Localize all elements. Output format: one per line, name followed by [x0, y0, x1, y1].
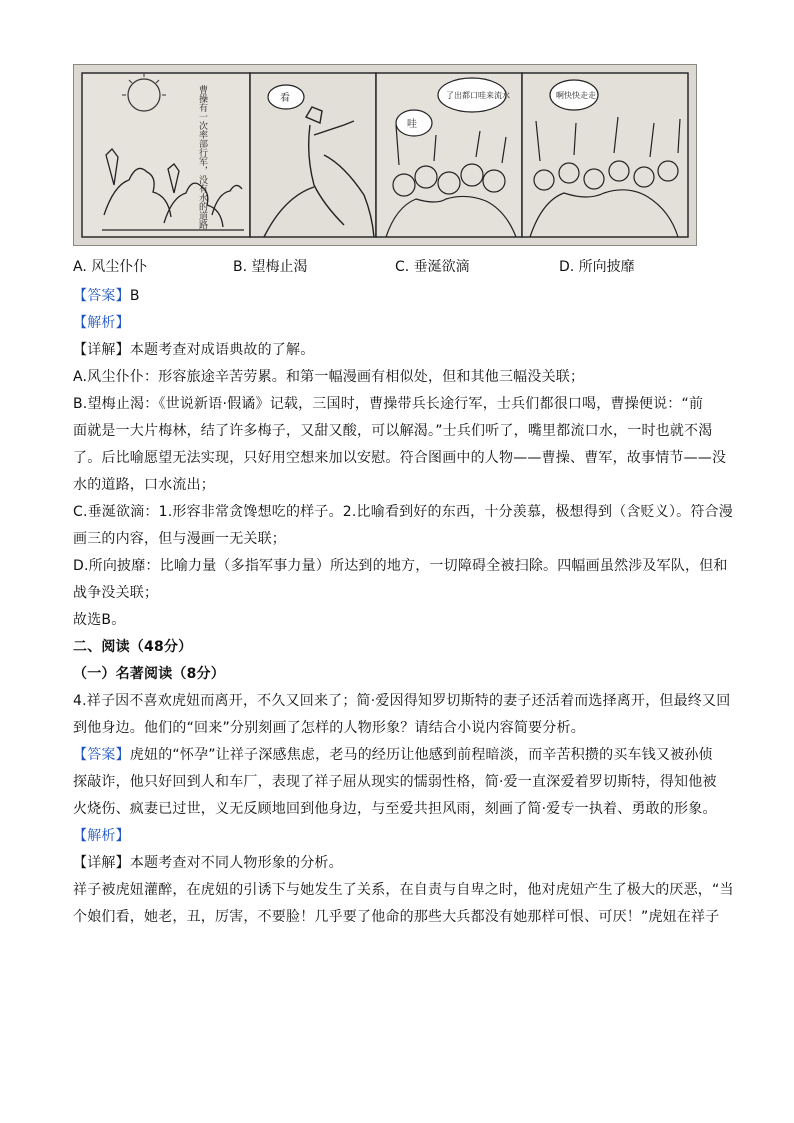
option-d-explanation-line: 战争没关联； — [73, 585, 159, 601]
option-a-explanation: A.风尘仆仆：形容旅途辛苦劳累。和第一幅漫画有相似处，但和其他三幅没关联； — [73, 369, 585, 385]
answer-line — [73, 283, 723, 310]
section-title: 二、阅读（48分） — [73, 639, 193, 655]
q4-analysis-tag: 【解析】 — [73, 828, 130, 844]
option-b-explanation-line: B.望梅止渴：《世说新语·假谲》记载，三国时，曹操带兵长途行军，士兵们都很口喝，曹操便说：“前 — [73, 396, 704, 412]
panel1-caption: 曹操有一次率部行军，没有水的道路 — [197, 85, 207, 229]
q4-analysis-tag-line — [73, 823, 723, 850]
option-b: B. 望梅止渴 — [233, 259, 308, 275]
option-d-explanation-line: D.所向披靡：比喻力量（多指军事力量）所达到的地方，一切障碍全被扫除。四幅画虽然涉及军队，但和 — [73, 558, 728, 574]
detail-tag: 【详解】 — [73, 342, 130, 358]
q4-analysis-line: 个娘们看，她老，丑，厉害，不要脸！几乎要了他命的那些大兵都没有她那样可恨、可厌！”虎妞在祥子 — [73, 909, 720, 925]
option-c-explanation-line: C.垂涎欲滴：1.形容非常贪馋想吃的样子。2.比喻看到好的东西，十分羡慕，极想得到（含贬义）。符合漫 — [73, 504, 733, 520]
detail-text: 本题考查对成语典故的了解。 — [129, 342, 315, 358]
q4-analysis-line: 祥子被虎妞灌醉，在虎妞的引诱下与她发生了关系，在自责与自卑之时，他对虎妞产生了极大的厌恶，“当 — [73, 882, 734, 898]
q4-detail-tag: 【详解】 — [73, 855, 130, 871]
panel4-caption: 啊快快走走 — [556, 91, 596, 100]
comic-panel-1 — [82, 73, 250, 237]
q4-answer-line: 火烧伤、疯妻已过世，义无反顾地回到他身边，与至爱共担风雨，刻画了简·爱专一执着、勇敢的形象。 — [73, 801, 717, 817]
analysis-tag: 【解析】 — [73, 315, 130, 331]
option-b-explanation-line: 了。后比喻愿望无法实现，只好用空想来加以安慰。符合图画中的人物——曹操、曹军，故事情节——没 — [73, 450, 727, 466]
conclusion-line: 故选B。 — [73, 612, 126, 628]
option-b-explanation-line: 面就是一大片梅林，结了许多梅子，又甜又酸，可以解渴。”士兵们听了，嘴里都流口水，一时也就不渴 — [73, 423, 713, 439]
q4-answer-line — [73, 742, 723, 769]
q4-answer-line: 探敲诈，他只好回到人和车厂，表现了祥子屈从现实的懦弱性格，简·爱一直深爱着罗切斯特，得知他被 — [73, 774, 717, 790]
panel3-caption-a: 哇 — [407, 119, 417, 130]
option-list — [73, 256, 723, 276]
q4-question-line: 4.祥子因不喜欢虎妞而离开，不久又回来了；简·爱因得知罗切斯特的妻子还活着而选择离开，但最终又回 — [73, 693, 731, 709]
subsection-title: （一）名著阅读（8分） — [73, 666, 225, 682]
panel2-caption: 看 — [280, 93, 290, 104]
option-d: D. 所向披靡 — [559, 259, 635, 275]
comic-strip-drawing — [74, 65, 696, 245]
option-a: A. 风尘仆仆 — [73, 259, 148, 275]
q3-answer-analysis — [73, 283, 734, 931]
panel3-caption-b: 了出都口哇来流水 — [446, 91, 510, 100]
q4-detail-line — [73, 850, 723, 877]
q4-answer-tag: 【答案】 — [73, 747, 130, 763]
q4-answer-text: 虎妞的“怀孕”让祥子深感焦虑，老马的经历让他感到前程暗淡，而辛苦积攒的买车钱又被孙侦 — [129, 747, 713, 763]
comic-strip-image — [73, 64, 697, 246]
q4-question-line: 到他身边。他们的“回来”分别刻画了怎样的人物形象？请结合小说内容简要分析。 — [73, 720, 585, 736]
option-c: C. 垂涎欲滴 — [395, 259, 470, 275]
option-b-explanation-line: 水的道路，口水流出； — [73, 477, 215, 493]
answer-tag: 【答案】 — [73, 288, 130, 304]
answer-value: B — [129, 288, 140, 304]
detail-line — [73, 337, 723, 364]
option-c-explanation-line: 画三的内容，但与漫画一无关联； — [73, 531, 286, 547]
analysis-tag-line — [73, 310, 723, 337]
q4-detail-text: 本题考查对不同人物形象的分析。 — [129, 855, 343, 871]
comic-panel-4 — [522, 73, 688, 237]
